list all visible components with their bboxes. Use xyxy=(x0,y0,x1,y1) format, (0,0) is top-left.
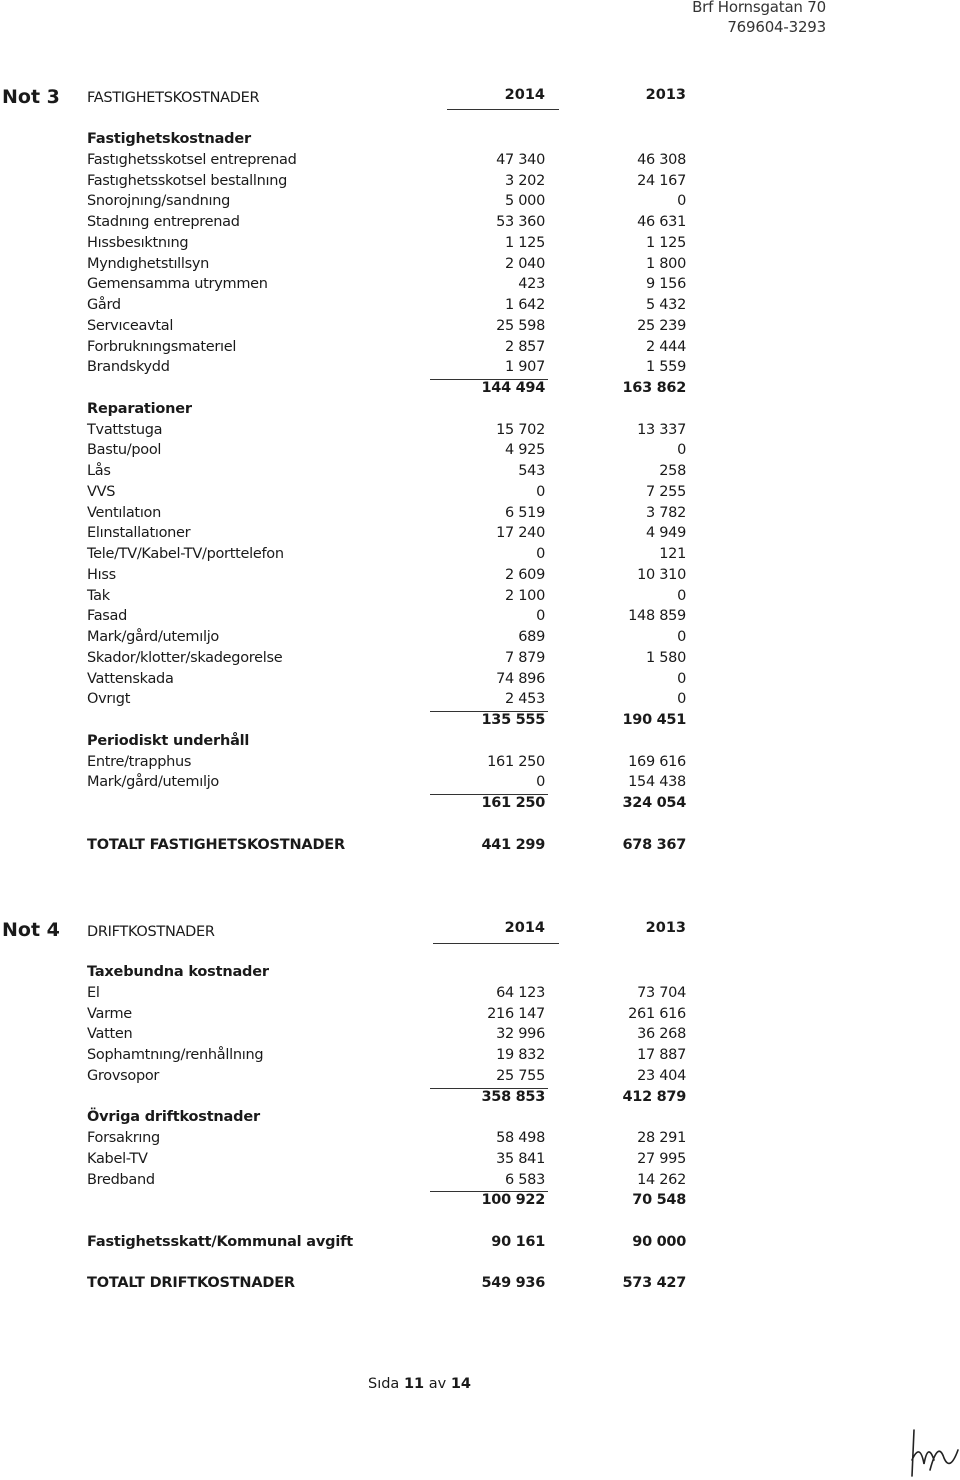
row-label: Hıssbesıktnıng xyxy=(87,234,189,251)
value-2014: 6 583 xyxy=(504,1171,545,1188)
value-2013: 3 782 xyxy=(645,504,686,521)
value-2013: 2 444 xyxy=(645,338,686,355)
value-2013: 46 631 xyxy=(637,214,686,230)
value-2014: 1 907 xyxy=(504,359,545,376)
value-2013: 258 xyxy=(659,463,686,479)
row-label: Fastıghetsskotsel entreprenad xyxy=(87,151,297,168)
note-4-year-2014: 2014 xyxy=(504,920,545,936)
tax-line-label: Fastighetsskatt/Kommunal avgift xyxy=(87,1233,353,1250)
row-label: Stadnıng entreprenad xyxy=(87,214,240,230)
subtotal-2014: 135 555 xyxy=(481,712,545,728)
value-2013: 9 156 xyxy=(645,276,686,293)
value-2014: 17 240 xyxy=(496,525,545,542)
value-2013: 148 859 xyxy=(628,608,686,625)
row-label: Tak xyxy=(87,587,110,604)
value-2014: 74 896 xyxy=(496,670,545,687)
row-label: Brandskydd xyxy=(87,359,170,376)
subtotal-2014: 100 922 xyxy=(481,1192,545,1209)
note-3-year-2013: 2013 xyxy=(645,87,686,103)
value-2014: 0 xyxy=(536,483,545,500)
value-2014: 689 xyxy=(518,629,545,645)
value-2014: 64 123 xyxy=(496,984,545,1001)
page-total: 14 xyxy=(450,1376,471,1392)
value-2013: 1 125 xyxy=(645,234,686,251)
note-4-label: Not 4 xyxy=(2,919,60,941)
org-number: 769604-3293 xyxy=(727,18,826,36)
signature-initials xyxy=(900,1420,960,1480)
row-label: Entre/trapphus xyxy=(87,753,192,770)
row-label: Fasad xyxy=(87,608,128,625)
row-label: Ventılatıon xyxy=(87,504,162,521)
value-2014: 1 642 xyxy=(504,297,545,313)
value-2013: 17 887 xyxy=(637,1047,686,1063)
row-label: Tvattstuga xyxy=(87,421,163,438)
value-2013: 27 995 xyxy=(637,1150,686,1167)
note-3-title: FASTIGHETSKOSTNADER xyxy=(87,90,260,106)
value-2013: 24 167 xyxy=(637,172,686,189)
row-label: El xyxy=(87,984,100,1001)
row-label: Forbruknıngsmaterıel xyxy=(87,338,237,355)
value-2014: 2 100 xyxy=(504,587,545,604)
value-2014: 161 250 xyxy=(487,753,545,770)
value-2013: 13 337 xyxy=(637,421,686,438)
section-heading: Övriga driftkostnader xyxy=(87,1109,260,1126)
note-3-year-underline xyxy=(447,109,559,110)
value-2014: 25 755 xyxy=(496,1067,545,1084)
page-av: av xyxy=(428,1376,447,1392)
value-2013: 7 255 xyxy=(645,483,686,500)
value-2014: 58 498 xyxy=(496,1130,545,1146)
value-2014: 2 040 xyxy=(504,255,545,272)
value-2014: 0 xyxy=(536,608,545,625)
value-2013: 25 239 xyxy=(637,317,686,334)
row-label: Vattenskada xyxy=(87,670,174,687)
grand-total-label: TOTALT FASTIGHETSKOSTNADER xyxy=(87,836,345,853)
value-2013: 121 xyxy=(659,546,686,562)
value-2014: 35 841 xyxy=(496,1150,545,1167)
row-label: Tele/TV/Kabel-TV/porttelefon xyxy=(87,546,284,562)
value-2014: 6 519 xyxy=(504,504,545,521)
value-2014: 7 879 xyxy=(504,649,545,666)
row-label: Gård xyxy=(87,297,121,313)
value-2014: 19 832 xyxy=(496,1047,545,1063)
row-label: Mark/gård/utemıljo xyxy=(87,629,220,645)
value-2013: 0 xyxy=(677,193,686,210)
value-2014: 1 125 xyxy=(504,234,545,251)
row-label: Snorojnıng/sandnıng xyxy=(87,193,231,210)
note-3-label: Not 3 xyxy=(2,86,60,108)
note-4-title: DRIFTKOSTNADER xyxy=(87,924,215,940)
value-2013: 46 308 xyxy=(637,151,686,168)
value-2013: 0 xyxy=(677,587,686,604)
grand-total-2014: 549 936 xyxy=(481,1275,545,1292)
value-2014: 2 453 xyxy=(504,691,545,708)
value-2014: 2 609 xyxy=(504,566,545,583)
section-heading: Periodiskt underhåll xyxy=(87,732,250,749)
grand-total-2014: 441 299 xyxy=(481,836,545,853)
subtotal-2013: 412 879 xyxy=(622,1088,686,1105)
value-2013: 5 432 xyxy=(645,297,686,313)
tax-line-2013: 90 000 xyxy=(632,1233,686,1250)
value-2014: 5 000 xyxy=(504,193,545,210)
value-2014: 0 xyxy=(536,546,545,562)
row-label: Fastıghetsskotsel bestallnıng xyxy=(87,172,288,189)
row-label: Mark/gård/utemıljo xyxy=(87,774,220,791)
subtotal-2013: 324 054 xyxy=(622,795,686,811)
value-2013: 1 559 xyxy=(645,359,686,376)
value-2013: 0 xyxy=(677,691,686,708)
tax-line-2014: 90 161 xyxy=(491,1233,545,1250)
value-2014: 4 925 xyxy=(504,442,545,459)
note-4-year-2013: 2013 xyxy=(645,920,686,936)
row-label: VVS xyxy=(87,483,116,500)
value-2013: 36 268 xyxy=(637,1026,686,1043)
value-2014: 543 xyxy=(518,463,545,479)
row-label: Skador/klotter/skadegorelse xyxy=(87,649,283,666)
subtotal-2014: 144 494 xyxy=(481,380,545,396)
row-label: Myndıghetstıllsyn xyxy=(87,255,210,272)
value-2013: 1 800 xyxy=(645,255,686,272)
value-2013: 169 616 xyxy=(628,753,686,770)
row-label: Forsakrıng xyxy=(87,1130,160,1146)
grand-total-label: TOTALT DRIFTKOSTNADER xyxy=(87,1275,295,1292)
value-2013: 10 310 xyxy=(637,566,686,583)
row-label: Vatten xyxy=(87,1026,133,1043)
value-2014: 25 598 xyxy=(496,317,545,334)
value-2013: 4 949 xyxy=(645,525,686,542)
value-2013: 0 xyxy=(677,442,686,459)
subtotal-2014: 358 853 xyxy=(481,1088,545,1105)
value-2013: 154 438 xyxy=(628,774,686,791)
value-2014: 3 202 xyxy=(504,172,545,189)
row-label: Ovrıgt xyxy=(87,691,131,708)
row-label: Gemensamma utrymmen xyxy=(87,276,268,293)
value-2014: 2 857 xyxy=(504,338,545,355)
value-2013: 261 616 xyxy=(628,1005,686,1022)
org-name: Brf Hornsgatan 70 xyxy=(692,0,826,16)
subtotal-2013: 190 451 xyxy=(622,712,686,728)
row-label: Bredband xyxy=(87,1171,155,1188)
page-prefix: Sıda xyxy=(368,1376,400,1392)
section-heading: Fastighetskostnader xyxy=(87,131,251,147)
row-label: Elınstallatıoner xyxy=(87,525,191,542)
note-3-year-2014: 2014 xyxy=(504,87,545,103)
value-2014: 32 996 xyxy=(496,1026,545,1043)
value-2014: 53 360 xyxy=(496,214,545,230)
row-label: Hıss xyxy=(87,566,116,583)
value-2014: 216 147 xyxy=(487,1005,545,1022)
value-2013: 23 404 xyxy=(637,1067,686,1084)
note-4-year-underline xyxy=(433,943,559,944)
value-2013: 0 xyxy=(677,670,686,687)
page-footer xyxy=(368,1376,471,1392)
value-2013: 0 xyxy=(677,629,686,645)
row-label: Grovsopor xyxy=(87,1067,160,1084)
subtotal-2013: 163 862 xyxy=(622,380,686,396)
row-label: Varme xyxy=(87,1005,132,1022)
value-2013: 73 704 xyxy=(637,984,686,1001)
section-heading: Reparationer xyxy=(87,400,192,417)
subtotal-2014: 161 250 xyxy=(481,795,545,811)
value-2014: 423 xyxy=(518,276,545,293)
section-heading: Taxebundna kostnader xyxy=(87,964,269,980)
value-2013: 14 262 xyxy=(637,1171,686,1188)
value-2013: 28 291 xyxy=(637,1130,686,1146)
row-label: Servıceavtal xyxy=(87,317,174,334)
row-label: Lås xyxy=(87,463,111,479)
page-number: 11 xyxy=(403,1376,425,1392)
row-label: Kabel-TV xyxy=(87,1150,148,1167)
row-label: Bastu/pool xyxy=(87,442,162,459)
value-2014: 47 340 xyxy=(496,151,545,168)
value-2014: 0 xyxy=(536,774,545,791)
value-2013: 1 580 xyxy=(645,649,686,666)
subtotal-2013: 70 548 xyxy=(632,1192,686,1209)
grand-total-2013: 573 427 xyxy=(622,1275,686,1292)
grand-total-2013: 678 367 xyxy=(622,836,686,853)
row-label: Sophamtnıng/renhållnıng xyxy=(87,1047,264,1063)
value-2014: 15 702 xyxy=(496,421,545,438)
